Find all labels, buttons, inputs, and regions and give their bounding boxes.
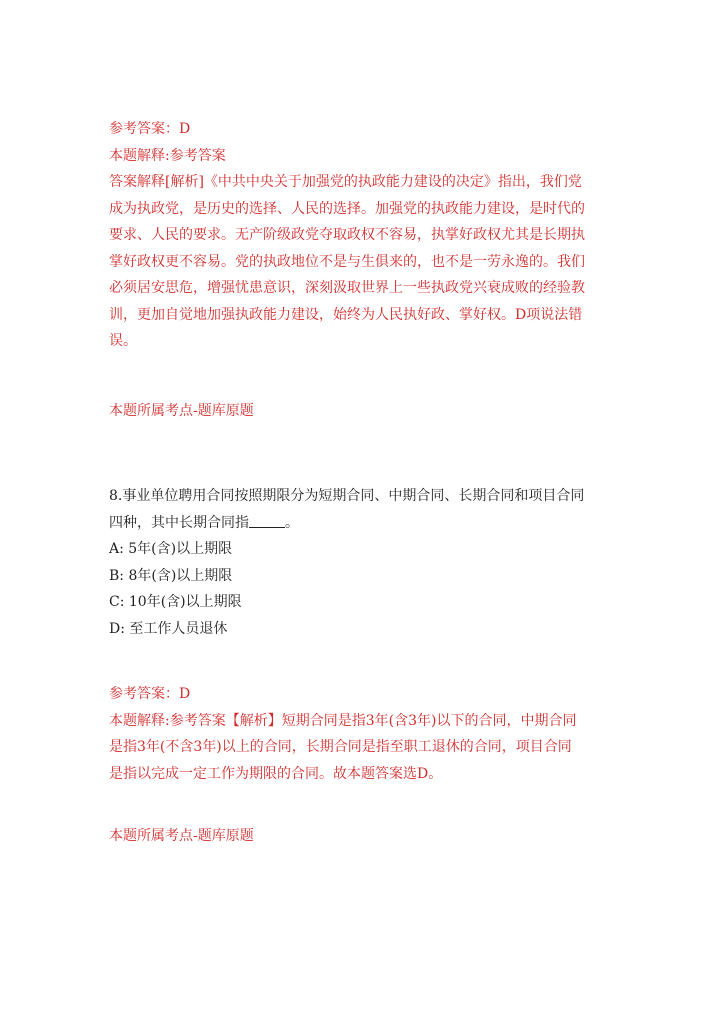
- knowledge-point: 本题所属考点-题库原题: [109, 828, 254, 844]
- explanation-line: 误。: [109, 333, 137, 349]
- answer-block-2: [109, 681, 614, 787]
- knowledge-point-block-1: [109, 398, 614, 425]
- explanation-line: 本题解释:参考答案【解析】短期合同是指3年(含3年)以下的合同，中期合同: [109, 712, 577, 729]
- option-c: C: 10年(含)以上期限: [109, 594, 242, 610]
- knowledge-point-block-2: [109, 823, 614, 850]
- explanation-line: 是指以完成一定工作为期限的合同。故本题答案选D。: [109, 765, 443, 782]
- explanation-line: 必须居安思危，增强忧患意识，深刻汲取世界上一些执政党兴衰成败的经验教: [109, 280, 585, 296]
- question-stem-line: [109, 510, 614, 537]
- explanation-line: 训，更加自觉地加强执政能力建设，始终为人民执好政、掌好权。D项说法错: [109, 306, 583, 323]
- option-d: D: 至工作人员退休: [109, 620, 228, 637]
- question-stem-line: 8.事业单位聘用合同按照期限分为短期合同、中期合同、长期合同和项目合同: [109, 488, 585, 504]
- question-8: [109, 483, 614, 642]
- explanation-line: 答案解释[解析]《中共中央关于加强党的执政能力建设的决定》指出，我们党: [109, 174, 582, 190]
- answer-blank: [249, 513, 285, 528]
- explanation-line: 掌好政权更不容易。党的执政地位不是与生俱来的，也不是一劳永逸的。我们: [109, 253, 585, 270]
- question-stem-end: 。: [285, 514, 299, 531]
- explanation-label: 本题解释:参考答案: [109, 147, 226, 164]
- option-a: A: 5年(含)以上期限: [109, 541, 233, 557]
- explanation-line: 是指3年(不含3年)以上的合同，长期合同是指至职工退休的合同，项目合同: [109, 739, 572, 755]
- option-b: B: 8年(含)以上期限: [109, 567, 233, 584]
- knowledge-point: 本题所属考点-题库原题: [109, 403, 254, 419]
- question-stem-text: 四种，其中长期合同指: [109, 514, 249, 531]
- explanation-line: 要求、人民的要求。无产阶级政党夺取政权不容易，执掌好政权尤其是长期执: [109, 227, 585, 243]
- answer-text: 参考答案：D: [109, 121, 191, 137]
- answer-text: 参考答案：D: [109, 686, 191, 702]
- explanation-line: 成为执政党，是历史的选择、人民的选择。加强党的执政能力建设，是时代的: [109, 200, 585, 217]
- answer-block-1: [109, 116, 614, 355]
